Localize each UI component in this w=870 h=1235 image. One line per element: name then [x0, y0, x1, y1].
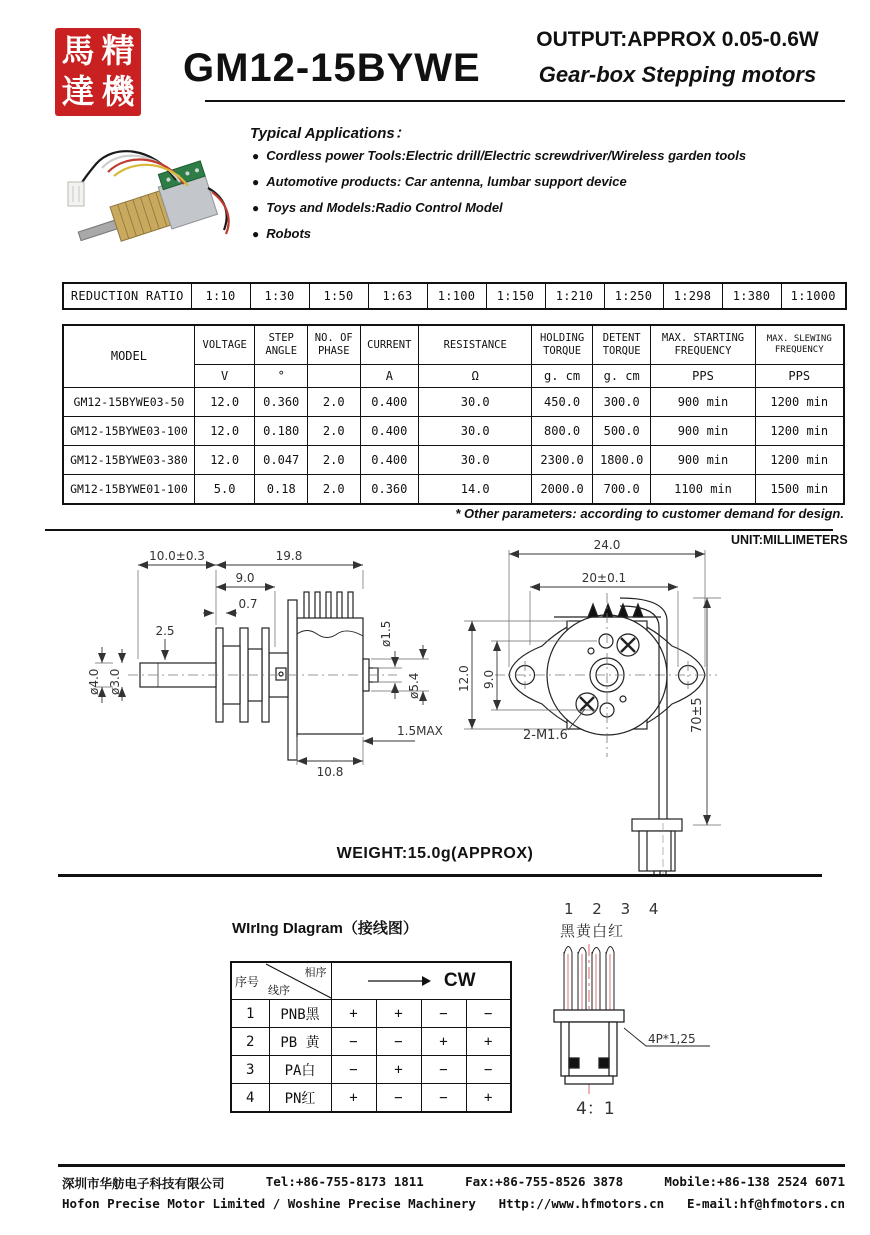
cell: 2300.0 [532, 446, 593, 475]
spec-row [63, 388, 844, 417]
wire-name-cell: PN红 [269, 1084, 331, 1113]
cell: 1100 min [651, 475, 755, 505]
cell: 30.0 [419, 417, 532, 446]
dim-label: ø1.5 [379, 620, 393, 647]
seal-char: 機 [101, 72, 135, 111]
cell: 1800.0 [592, 446, 651, 475]
footer-rule [58, 1164, 845, 1167]
cell: GM12-15BYWE01-100 [63, 475, 194, 505]
header-wire: 线序 [268, 985, 290, 997]
col-header: MAX. SLEWING FREQUENCY [755, 325, 844, 365]
cell: GM12-15BYWE03-380 [63, 446, 194, 475]
cell: 12.0 [194, 388, 255, 417]
section-rule [58, 874, 822, 877]
dim-label: 24.0 [593, 538, 621, 552]
company-name-en: Hofon Precise Motor Limited / Woshine Precise Machinery [62, 1196, 476, 1211]
seal-char: 達 [61, 72, 95, 111]
wire-name-cell: PNB黑 [269, 1000, 331, 1028]
polarity-cell: + [331, 1084, 376, 1113]
bullet-icon: ● [252, 201, 260, 215]
seq-cell: 3 [231, 1056, 269, 1084]
dim-label: 20±0.1 [581, 571, 627, 585]
dim-label: ø5.4 [407, 672, 421, 699]
wire-name-cell: PA白 [269, 1056, 331, 1084]
cell: 0.360 [255, 388, 308, 417]
cell: 2.0 [307, 388, 360, 417]
cell: GM12-15BYWE03-100 [63, 417, 194, 446]
ratio-cell: 1:380 [722, 283, 781, 309]
cell: 300.0 [592, 388, 651, 417]
footer-line-2 [62, 1196, 845, 1211]
wiring-header-row [231, 962, 511, 1000]
polarity-cell: + [331, 1000, 376, 1028]
polarity-cell: + [466, 1084, 511, 1113]
cell: 30.0 [419, 446, 532, 475]
cell: 1200 min [755, 388, 844, 417]
spec-header-row [63, 325, 844, 365]
ratio-cell: 1:210 [545, 283, 604, 309]
cell: 800.0 [532, 417, 593, 446]
cell: GM12-15BYWE03-50 [63, 388, 194, 417]
cell: 0.18 [255, 475, 308, 505]
dim-label: 9.0 [482, 669, 496, 689]
dim-label: ø4.0 [87, 668, 101, 695]
bullet-icon: ● [252, 227, 260, 241]
mobile: Mobile:+86-138 2524 6071 [664, 1174, 845, 1189]
fax: Fax:+86-755-8526 3878 [465, 1174, 624, 1189]
cw-label: CW [443, 970, 476, 991]
front-view [457, 538, 721, 877]
ratio-cell: 1:50 [309, 283, 368, 309]
wiring-title: WIrIng DIagram（接线图） [232, 920, 418, 937]
application-item: ● Toys and Models:Radio Control Model [252, 200, 503, 215]
cell: 1200 min [755, 417, 844, 446]
cell: 14.0 [419, 475, 532, 505]
col-header: CURRENT [360, 325, 419, 365]
unit-cell: PPS [755, 365, 844, 388]
connector-type: 4P*1,25 [648, 1032, 696, 1046]
cell: 900 min [651, 446, 755, 475]
seal-char: 馬 [61, 31, 95, 70]
dim-label: 9.0 [235, 571, 255, 585]
dim-label: 10.8 [316, 765, 344, 779]
polarity-cell: + [376, 1056, 421, 1084]
product-type: Gear-box Stepping motors [538, 62, 817, 87]
cell: 500.0 [592, 417, 651, 446]
unit-cell: PPS [651, 365, 755, 388]
wiring-row [231, 1028, 511, 1056]
seq-cell: 1 [231, 1000, 269, 1028]
cell: 0.400 [360, 417, 419, 446]
seq-cell: 2 [231, 1028, 269, 1056]
unit-cell: Ω [419, 365, 532, 388]
customer-note: * Other parameters: according to customer demand for design. [455, 506, 844, 521]
wiring-table [230, 961, 512, 1113]
wiring-row [231, 1056, 511, 1084]
cell: 2.0 [307, 417, 360, 446]
polarity-cell: − [331, 1056, 376, 1084]
ratio-cell: 1:250 [604, 283, 663, 309]
cw-arrow-icon [366, 975, 432, 987]
polarity-cell: − [466, 1056, 511, 1084]
polarity-cell: − [421, 1084, 466, 1113]
dim-label: 2.5 [155, 624, 175, 638]
applications-heading: Typical Applications： [250, 125, 410, 142]
col-header-model: MODEL [63, 325, 194, 388]
seal-char: 精 [101, 31, 135, 70]
pin-numbers: 1 2 3 4 [564, 900, 666, 918]
polarity-cell: − [331, 1028, 376, 1056]
cell: 0.180 [255, 417, 308, 446]
model-title: GM12-15BYWE [183, 46, 481, 90]
side-view [87, 549, 443, 779]
dim-label: 1.5MAX [397, 724, 443, 738]
ratio-cell: 1:1000 [781, 283, 846, 309]
cell: 0.360 [360, 475, 419, 505]
cell: 900 min [651, 388, 755, 417]
header-rule [205, 100, 845, 102]
polarity-cell: + [376, 1000, 421, 1028]
unit-label: UNIT:MILLIMETERS [731, 533, 848, 547]
wiring-corner-cell [231, 962, 331, 1000]
wire-name-cell: PB 黄 [269, 1028, 331, 1056]
tel: Tel:+86-755-8173 1811 [265, 1174, 424, 1189]
dim-label: 70±5 [690, 697, 705, 733]
cell: 900 min [651, 417, 755, 446]
polarity-cell: − [421, 1056, 466, 1084]
cell: 1200 min [755, 446, 844, 475]
application-item: ● Robots [252, 226, 312, 241]
col-header: RESISTANCE [419, 325, 532, 365]
connector-body [554, 1010, 624, 1084]
spec-row [63, 417, 844, 446]
dim-label: 10.0±0.3 [149, 549, 205, 563]
cell: 5.0 [194, 475, 255, 505]
cell: 0.047 [255, 446, 308, 475]
polarity-cell: − [376, 1084, 421, 1113]
cell: 12.0 [194, 446, 255, 475]
ratio-cell: 1:10 [191, 283, 250, 309]
drawing-scale: 4：1 [576, 1099, 615, 1119]
polarity-cell: − [376, 1028, 421, 1056]
polarity-cell: − [421, 1000, 466, 1028]
header-seq-no: 序号 [235, 975, 260, 989]
bullet-icon: ● [252, 175, 260, 189]
application-item: ● Cordless power Tools:Electric drill/Electric screwdriver/Wireless garden tools [252, 148, 747, 163]
ratio-cell: 1:100 [427, 283, 486, 309]
col-header: DETENT TORQUE [592, 325, 651, 365]
output-rating: OUTPUT:APPROX 0.05-0.6W [536, 28, 819, 51]
footer-line-1 [62, 1174, 845, 1192]
unit-cell: g. cm [592, 365, 651, 388]
col-header: MAX. STARTING FREQUENCY [651, 325, 755, 365]
company-name-cn: 深圳市华舫电子科技有限公司 [62, 1176, 225, 1191]
cell: 2000.0 [532, 475, 593, 505]
cell: 2.0 [307, 475, 360, 505]
website: Http://www.hfmotors.cn [498, 1196, 665, 1211]
ratio-cell: 1:150 [486, 283, 545, 309]
photo-connector [68, 182, 84, 206]
cw-header-cell [331, 962, 511, 1000]
cell: 12.0 [194, 417, 255, 446]
cell: 30.0 [419, 388, 532, 417]
cell: 700.0 [592, 475, 651, 505]
col-header: NO. OF PHASE [307, 325, 360, 365]
spec-table [62, 324, 845, 505]
seq-cell: 4 [231, 1084, 269, 1113]
header-phase: 相序 [304, 967, 327, 979]
dim-label: 12.0 [457, 665, 471, 692]
ratio-cell: 1:30 [250, 283, 309, 309]
polarity-cell: + [421, 1028, 466, 1056]
cell: 2.0 [307, 446, 360, 475]
unit-cell: g. cm [532, 365, 593, 388]
wiring-row [231, 1000, 511, 1028]
email: E-mail:hf@hfmotors.cn [686, 1196, 845, 1211]
wire-colors: 黑黄白红 [560, 922, 625, 940]
col-header: HOLDING TORQUE [532, 325, 593, 365]
cell: 0.400 [360, 388, 419, 417]
unit-cell [307, 365, 360, 388]
company-seal-logo [55, 28, 141, 116]
dim-label: 19.8 [275, 549, 303, 563]
unit-cell: A [360, 365, 419, 388]
cell: 450.0 [532, 388, 593, 417]
cell: 0.400 [360, 446, 419, 475]
dim-label: 0.7 [238, 597, 258, 611]
reduction-ratio-table [62, 282, 847, 310]
cell: 1500 min [755, 475, 844, 505]
col-header: STEP ANGLE [255, 325, 308, 365]
application-item: ● Automotive products: Car antenna, lumbar support device [252, 174, 627, 189]
weight-label: WEIGHT:15.0g(APPROX) [336, 845, 534, 862]
unit-cell: V [194, 365, 255, 388]
connector-drawing [548, 898, 763, 1128]
unit-cell: ° [255, 365, 308, 388]
ratio-cell: 1:63 [368, 283, 427, 309]
dim-label: 2-M1.6 [523, 728, 568, 743]
reduction-label: REDUCTION RATIO [63, 283, 191, 309]
technical-drawing [45, 537, 835, 877]
polarity-cell: − [466, 1000, 511, 1028]
dim-label: ø3.0 [108, 668, 122, 695]
bullet-icon: ● [252, 149, 260, 163]
ratio-cell: 1:298 [663, 283, 722, 309]
col-header: VOLTAGE [194, 325, 255, 365]
wiring-row [231, 1084, 511, 1113]
section-rule [45, 529, 833, 531]
motor-photo [58, 138, 248, 253]
spec-row [63, 446, 844, 475]
polarity-cell: + [466, 1028, 511, 1056]
spec-row [63, 475, 844, 505]
